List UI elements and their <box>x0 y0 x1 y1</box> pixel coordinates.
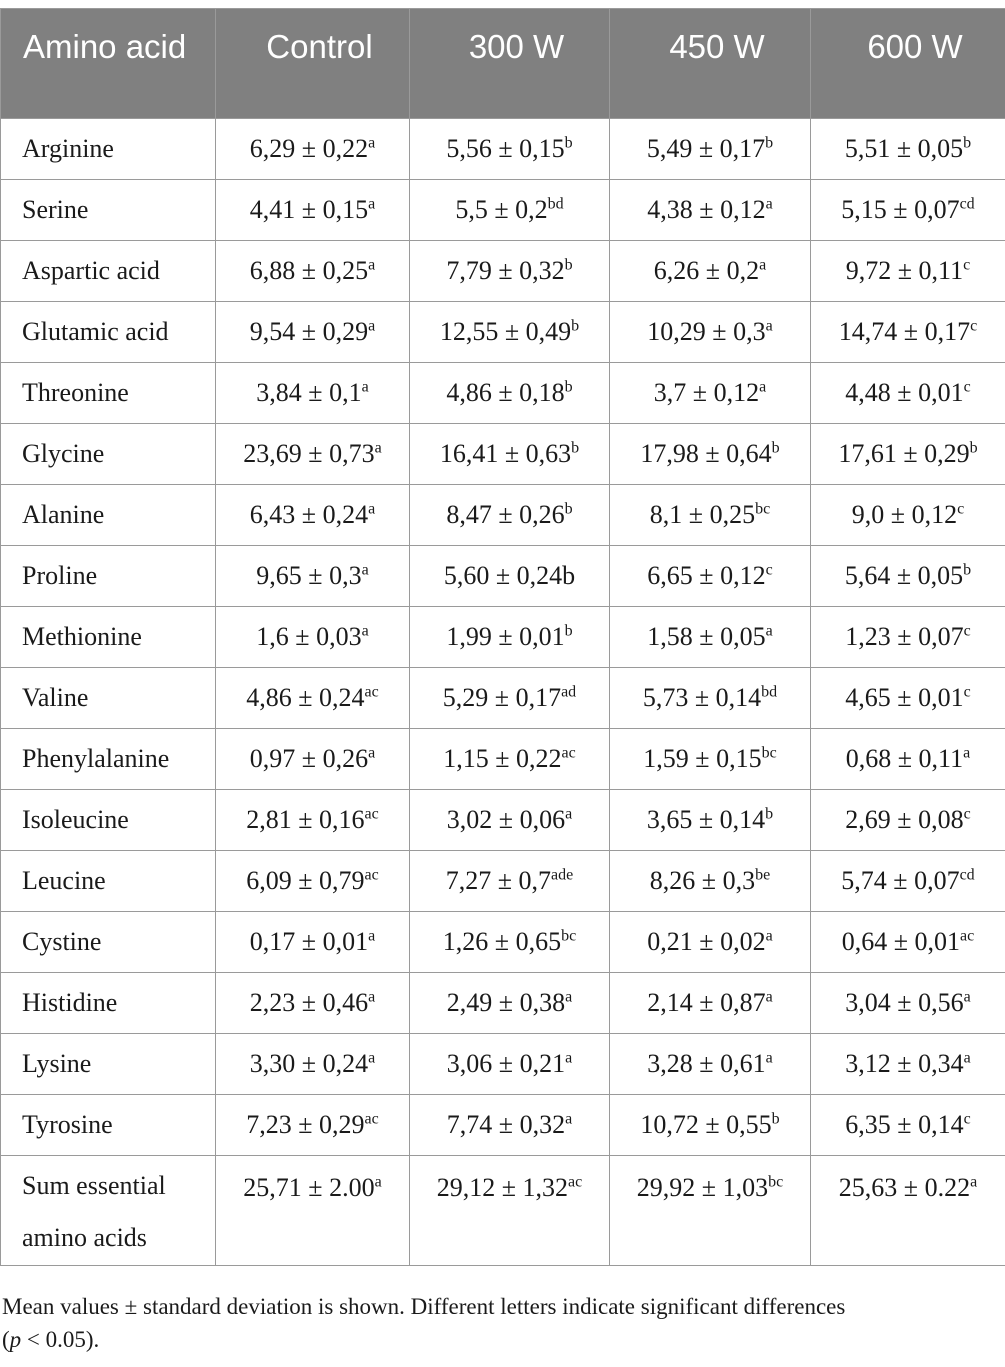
row-label: Lysine <box>1 1034 216 1095</box>
table-cell <box>610 607 811 668</box>
table-row <box>1 363 1005 424</box>
cell-significance-letters: a <box>759 256 767 274</box>
cell-value: 23,69 ± 0,73 <box>243 439 375 468</box>
cell-value: 5,29 ± 0,17 <box>442 683 562 712</box>
table-cell <box>610 851 811 912</box>
table-cell <box>410 424 610 485</box>
table-cell <box>216 1156 410 1266</box>
cell-significance-letters: b <box>571 439 580 457</box>
cell-value: 3,28 ± 0,61 <box>647 1049 766 1078</box>
table-cell <box>216 729 410 790</box>
table-cell <box>811 119 1005 180</box>
row-label: Glutamic acid <box>1 302 216 363</box>
cell-value: 0,21 ± 0,02 <box>647 927 766 956</box>
cell-significance-letters: b <box>564 500 573 518</box>
table-cell <box>811 729 1005 790</box>
table-cell <box>811 241 1005 302</box>
cell-significance-letters: ac <box>568 1173 583 1191</box>
row-label: Alanine <box>1 485 216 546</box>
cell-significance-letters: b <box>571 317 580 335</box>
cell-significance-letters: b <box>771 439 780 457</box>
cell-value: 2,69 ± 0,08 <box>845 805 964 834</box>
table-cell <box>216 424 410 485</box>
cell-significance-letters: ac <box>960 927 975 945</box>
cell-significance-letters: be <box>755 866 771 884</box>
table-row <box>1 1156 1005 1266</box>
cell-significance-letters: a <box>963 988 971 1006</box>
cell-significance-letters: ac <box>364 805 379 823</box>
cell-value: 17,98 ± 0,64 <box>640 439 772 468</box>
cell-value: 8,1 ± 0,25 <box>649 500 756 529</box>
cell-significance-letters: a <box>765 622 773 640</box>
cell-significance-letters: a <box>565 1049 573 1067</box>
table-cell <box>410 912 610 973</box>
row-label: Arginine <box>1 119 216 180</box>
cell-significance-letters: a <box>565 988 573 1006</box>
header-600w: 600 W <box>811 9 1005 119</box>
cell-significance-letters: a <box>368 500 376 518</box>
table-cell <box>410 363 610 424</box>
cell-significance-letters: a <box>963 744 971 762</box>
table-cell <box>610 668 811 729</box>
cell-value: 6,65 ± 0,12 <box>647 561 766 590</box>
table-cell <box>216 668 410 729</box>
cell-significance-letters: cd <box>959 866 975 884</box>
table-row <box>1 180 1005 241</box>
cell-value: 9,54 ± 0,29 <box>249 317 369 346</box>
cell-value: 10,72 ± 0,55 <box>640 1110 772 1139</box>
cell-significance-letters: cd <box>959 195 975 213</box>
cell-significance-letters: c <box>963 622 971 640</box>
cell-value: 2,23 ± 0,46 <box>249 988 369 1017</box>
table-cell <box>410 790 610 851</box>
table-row <box>1 973 1005 1034</box>
cell-value: 1,6 ± 0,03 <box>256 622 362 651</box>
table-cell <box>610 119 811 180</box>
table-cell <box>811 1095 1005 1156</box>
table-cell <box>610 790 811 851</box>
cell-significance-letters: a <box>368 988 376 1006</box>
cell-value: 4,86 ± 0,18 <box>446 378 565 407</box>
cell-significance-letters: a <box>368 744 376 762</box>
cell-significance-letters: b <box>963 134 972 152</box>
table-row <box>1 912 1005 973</box>
cell-significance-letters: b <box>969 439 978 457</box>
cell-significance-letters: a <box>368 256 376 274</box>
header-control: Control <box>216 9 410 119</box>
table-cell <box>410 546 610 607</box>
table-cell <box>811 607 1005 668</box>
cell-significance-letters: c <box>963 805 971 823</box>
table-cell <box>811 424 1005 485</box>
table-cell <box>610 1156 811 1266</box>
table-cell <box>410 180 610 241</box>
table-cell <box>216 973 410 1034</box>
table-row <box>1 546 1005 607</box>
table-cell <box>410 668 610 729</box>
cell-value: 5,73 ± 0,14 <box>642 683 762 712</box>
cell-value: 25,63 ± 0.22 <box>838 1173 971 1202</box>
table-cell <box>216 363 410 424</box>
footnote-p-symbol: p <box>9 1327 22 1352</box>
table-row <box>1 302 1005 363</box>
cell-significance-letters: a <box>368 317 376 335</box>
amino-acid-table <box>0 8 1005 1266</box>
header-amino-acid: Amino acid <box>1 9 216 119</box>
cell-value: 2,49 ± 0,38 <box>446 988 566 1017</box>
cell-significance-letters: a <box>361 378 369 396</box>
row-label: Leucine <box>1 851 216 912</box>
table-row <box>1 851 1005 912</box>
cell-significance-letters: b <box>765 134 774 152</box>
table-cell <box>610 302 811 363</box>
cell-significance-letters: a <box>765 927 773 945</box>
cell-significance-letters: a <box>765 988 773 1006</box>
cell-significance-letters: a <box>765 195 773 213</box>
table-cell <box>811 668 1005 729</box>
table-row <box>1 1034 1005 1095</box>
cell-value: 9,0 ± 0,12 <box>851 500 958 529</box>
cell-value: 5,74 ± 0,07 <box>841 866 960 895</box>
table-cell <box>216 790 410 851</box>
table-cell <box>216 1034 410 1095</box>
table-row <box>1 729 1005 790</box>
cell-significance-letters: c <box>963 256 971 274</box>
row-label: Threonine <box>1 363 216 424</box>
table-cell <box>216 546 410 607</box>
cell-value: 29,92 ± 1,03 <box>636 1173 769 1202</box>
table-cell <box>216 119 410 180</box>
cell-significance-letters: ac <box>364 1110 379 1128</box>
cell-value: 1,23 ± 0,07 <box>845 622 964 651</box>
table-row <box>1 1095 1005 1156</box>
table-cell <box>216 241 410 302</box>
cell-value: 1,15 ± 0,22 <box>443 744 562 773</box>
table-cell <box>610 1095 811 1156</box>
cell-value: 10,29 ± 0,3 <box>647 317 766 346</box>
table-cell <box>410 119 610 180</box>
table-cell <box>811 302 1005 363</box>
table-cell <box>811 546 1005 607</box>
cell-significance-letters: a <box>970 1173 978 1191</box>
cell-value: 6,35 ± 0,14 <box>845 1110 964 1139</box>
table-row <box>1 607 1005 668</box>
cell-value: 1,59 ± 0,15 <box>643 744 762 773</box>
cell-significance-letters: c <box>957 500 965 518</box>
table-cell <box>811 1156 1005 1266</box>
cell-value: 4,48 ± 0,01 <box>845 378 964 407</box>
header-row <box>1 9 1005 119</box>
table-cell <box>811 180 1005 241</box>
cell-value: 25,71 ± 2.00 <box>243 1173 375 1202</box>
cell-value: 3,02 ± 0,06 <box>446 805 566 834</box>
row-label: Tyrosine <box>1 1095 216 1156</box>
cell-value: 6,43 ± 0,24 <box>249 500 369 529</box>
table-cell <box>216 607 410 668</box>
cell-significance-letters: b <box>564 134 573 152</box>
cell-significance-letters: bd <box>761 683 778 701</box>
footnote-p-open: ( <box>2 1327 10 1352</box>
cell-value: 3,12 ± 0,34 <box>845 1049 964 1078</box>
cell-value: 4,38 ± 0,12 <box>647 195 766 224</box>
cell-significance-letters: a <box>374 439 382 457</box>
cell-value: 2,81 ± 0,16 <box>246 805 365 834</box>
cell-significance-letters: c <box>963 1110 971 1128</box>
cell-significance-letters: c <box>963 378 971 396</box>
cell-value: 3,04 ± 0,56 <box>845 988 964 1017</box>
cell-value: 5,49 ± 0,17 <box>646 134 766 163</box>
cell-significance-letters: b <box>765 805 774 823</box>
table-cell <box>410 973 610 1034</box>
cell-value: 6,29 ± 0,22 <box>249 134 369 163</box>
cell-significance-letters: a <box>759 378 767 396</box>
table-cell <box>610 485 811 546</box>
cell-value: 3,30 ± 0,24 <box>249 1049 369 1078</box>
table-row <box>1 424 1005 485</box>
cell-significance-letters: a <box>361 561 369 579</box>
row-label: Isoleucine <box>1 790 216 851</box>
cell-significance-letters: ac <box>364 683 379 701</box>
cell-significance-letters: c <box>970 317 978 335</box>
cell-significance-letters: b <box>771 1110 780 1128</box>
cell-significance-letters: a <box>374 1173 382 1191</box>
cell-value: 7,27 ± 0,7 <box>445 866 552 895</box>
cell-value: 3,7 ± 0,12 <box>653 378 760 407</box>
cell-value: 2,14 ± 0,87 <box>647 988 766 1017</box>
table-cell <box>410 607 610 668</box>
table-row <box>1 119 1005 180</box>
cell-value: 17,61 ± 0,29 <box>838 439 970 468</box>
cell-significance-letters: b <box>963 561 972 579</box>
table-row <box>1 668 1005 729</box>
cell-significance-letters: bd <box>547 195 564 213</box>
cell-value: 5,60 ± 0,24b <box>443 561 576 590</box>
row-label: Valine <box>1 668 216 729</box>
table-cell <box>811 485 1005 546</box>
cell-value: 4,86 ± 0,24 <box>246 683 365 712</box>
cell-significance-letters: ade <box>551 866 574 884</box>
cell-significance-letters: ad <box>561 683 577 701</box>
table-cell <box>610 973 811 1034</box>
cell-value: 6,88 ± 0,25 <box>249 256 369 285</box>
header-450w: 450 W <box>610 9 811 119</box>
table-cell <box>410 851 610 912</box>
table-cell <box>610 180 811 241</box>
cell-value: 0,17 ± 0,01 <box>249 927 369 956</box>
cell-significance-letters: a <box>368 1049 376 1067</box>
row-label: Serine <box>1 180 216 241</box>
footnote-text: Mean values ± standard deviation is shown. Different letters indicate significant differences <box>2 1294 846 1319</box>
row-label: Glycine <box>1 424 216 485</box>
cell-value: 1,26 ± 0,65 <box>442 927 562 956</box>
cell-value: 5,15 ± 0,07 <box>841 195 960 224</box>
cell-value: 5,56 ± 0,15 <box>446 134 565 163</box>
row-label: Sum essential amino acids <box>1 1156 216 1266</box>
cell-value: 4,41 ± 0,15 <box>249 195 369 224</box>
table-cell <box>811 363 1005 424</box>
cell-significance-letters: a <box>368 195 376 213</box>
cell-significance-letters: ac <box>364 866 379 884</box>
cell-significance-letters: b <box>564 256 573 274</box>
cell-significance-letters: a <box>765 317 773 335</box>
row-label: Methionine <box>1 607 216 668</box>
table-cell <box>216 912 410 973</box>
table-cell <box>610 912 811 973</box>
cell-value: 5,5 ± 0,2 <box>455 195 548 224</box>
cell-significance-letters: a <box>565 1110 573 1128</box>
cell-value: 5,51 ± 0,05 <box>844 134 964 163</box>
cell-value: 9,65 ± 0,3 <box>256 561 362 590</box>
cell-significance-letters: bc <box>561 927 577 945</box>
row-label: Histidine <box>1 973 216 1034</box>
cell-value: 7,74 ± 0,32 <box>446 1110 566 1139</box>
table-cell <box>610 729 811 790</box>
table-cell <box>216 485 410 546</box>
table-cell <box>216 1095 410 1156</box>
cell-significance-letters: a <box>361 622 369 640</box>
cell-value: 8,47 ± 0,26 <box>446 500 565 529</box>
row-label: Cystine <box>1 912 216 973</box>
cell-value: 1,99 ± 0,01 <box>446 622 565 651</box>
cell-significance-letters: c <box>765 561 773 579</box>
cell-value: 12,55 ± 0,49 <box>439 317 572 346</box>
table-cell <box>216 851 410 912</box>
table-cell <box>410 485 610 546</box>
cell-value: 6,26 ± 0,2 <box>653 256 760 285</box>
row-label: Aspartic acid <box>1 241 216 302</box>
table-cell <box>410 729 610 790</box>
cell-value: 14,74 ± 0,17 <box>838 317 971 346</box>
cell-value: 3,06 ± 0,21 <box>446 1049 566 1078</box>
cell-value: 1,58 ± 0,05 <box>647 622 766 651</box>
header-300w: 300 W <box>410 9 610 119</box>
cell-value: 6,09 ± 0,79 <box>246 866 365 895</box>
cell-significance-letters: bc <box>768 1173 784 1191</box>
table-cell <box>610 424 811 485</box>
cell-significance-letters: ac <box>561 744 576 762</box>
cell-significance-letters: b <box>564 378 573 396</box>
table-cell <box>610 241 811 302</box>
table-cell <box>811 912 1005 973</box>
row-label: Phenylalanine <box>1 729 216 790</box>
cell-value: 9,72 ± 0,11 <box>845 256 964 285</box>
table-row <box>1 241 1005 302</box>
table-row <box>1 485 1005 546</box>
cell-significance-letters: a <box>368 927 376 945</box>
cell-value: 0,97 ± 0,26 <box>249 744 369 773</box>
cell-value: 8,26 ± 0,3 <box>649 866 756 895</box>
cell-value: 5,64 ± 0,05 <box>844 561 964 590</box>
table-cell <box>610 363 811 424</box>
table-cell <box>410 1034 610 1095</box>
cell-significance-letters: a <box>963 1049 971 1067</box>
table-cell <box>610 1034 811 1095</box>
table-cell <box>811 790 1005 851</box>
cell-value: 29,12 ± 1,32 <box>436 1173 569 1202</box>
table-cell <box>216 302 410 363</box>
cell-value: 3,84 ± 0,1 <box>256 378 362 407</box>
table-cell <box>216 180 410 241</box>
footnote-p-rest: < 0.05). <box>21 1327 100 1352</box>
table-cell <box>610 546 811 607</box>
table-cell <box>811 851 1005 912</box>
cell-significance-letters: bc <box>761 744 777 762</box>
cell-value: 7,23 ± 0,29 <box>246 1110 365 1139</box>
cell-significance-letters: b <box>564 622 573 640</box>
table-cell <box>811 1034 1005 1095</box>
table-cell <box>811 973 1005 1034</box>
cell-value: 4,65 ± 0,01 <box>845 683 964 712</box>
cell-significance-letters: a <box>565 805 573 823</box>
cell-value: 16,41 ± 0,63 <box>439 439 572 468</box>
table-cell <box>410 302 610 363</box>
footnote <box>2 1290 997 1356</box>
table-cell <box>410 241 610 302</box>
row-label: Proline <box>1 546 216 607</box>
cell-value: 3,65 ± 0,14 <box>646 805 766 834</box>
table-cell <box>410 1095 610 1156</box>
cell-value: 7,79 ± 0,32 <box>446 256 565 285</box>
cell-significance-letters: a <box>765 1049 773 1067</box>
cell-significance-letters: c <box>963 683 971 701</box>
table-row <box>1 790 1005 851</box>
table-cell <box>410 1156 610 1266</box>
cell-significance-letters: a <box>368 134 376 152</box>
cell-value: 0,64 ± 0,01 <box>841 927 961 956</box>
cell-value: 0,68 ± 0,11 <box>845 744 964 773</box>
cell-significance-letters: bc <box>755 500 771 518</box>
